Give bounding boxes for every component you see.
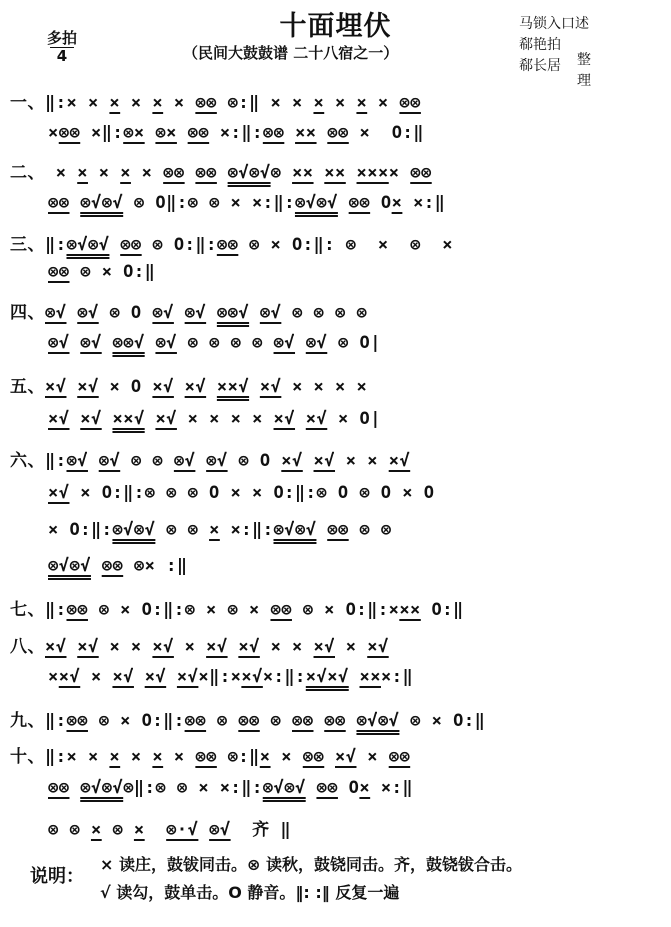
beat-group: ⊗:‖ [216, 747, 260, 767]
beat-group: × [120, 93, 153, 113]
beat-group: ⊗⊗ [101, 556, 124, 576]
beat-group: ⊗ [206, 711, 239, 731]
beat-group: ⊗√ [48, 333, 70, 353]
beat-group: × [356, 747, 389, 767]
beat-group: ⊗‖:⊗ ⊗ × ×:‖: [123, 778, 263, 798]
beat-group: ⊗√ [77, 303, 99, 323]
beat-group [102, 409, 113, 429]
beat-group: ⊗√⊗√ [48, 556, 91, 576]
legend-line-1: × 读庄，鼓钹同击。⊗ 读秋，鼓铙同击。齐，鼓铙钹合击。 [100, 855, 522, 874]
beat-group: × [120, 747, 153, 767]
beat-group: ⊗⊗ [195, 93, 217, 113]
beat-group: ⊗⊗ [66, 711, 88, 731]
beat-group: ⊗√ [66, 451, 88, 471]
score-line [48, 333, 381, 353]
beat-group: ⊗ O‖:⊗ ⊗ × ×:‖: [123, 193, 295, 213]
beat-group [338, 193, 349, 213]
beat-group: ×:‖: [209, 123, 263, 143]
section-number: 八、 [10, 637, 45, 657]
beat-group: ⊗ [259, 711, 292, 731]
beat-group: ⊗√⊗√ [294, 193, 338, 213]
beat-group [349, 667, 360, 687]
beat-group: × [152, 93, 164, 113]
beat-group: ⊗ [101, 820, 134, 840]
score-line [10, 230, 453, 255]
beat-group [314, 163, 325, 183]
beat-group [91, 556, 102, 576]
beat-group: ⊗√ [45, 303, 67, 323]
beat-group: × [209, 520, 220, 540]
beat-group: ×√ [388, 451, 411, 471]
beat-group: × O| [327, 409, 381, 429]
beat-group: × [359, 778, 371, 798]
beat-group: ⊗ ⊗ ⊗ ⊗ [281, 303, 368, 323]
beat-group: × [120, 163, 131, 183]
beat-group [66, 377, 77, 397]
beat-group [88, 451, 99, 471]
beat-group: ⊗√⊗√ [227, 163, 271, 183]
legend-line-2: √ 读勾，鼓单击。O 静音。‖: :‖ 反复一遍 [100, 883, 400, 902]
beat-group: × [130, 163, 164, 183]
beat-group: × [133, 820, 145, 840]
beat-group: × × × × [176, 409, 274, 429]
beat-group: ×× [292, 163, 314, 183]
beat-group: ×√ [206, 637, 228, 657]
beat-group: × [109, 93, 121, 113]
beat-group: ×√ [77, 637, 99, 657]
beat-group: ⊗⊗ [348, 193, 371, 213]
meter-label: 多拍 [46, 29, 77, 47]
beat-group: ××× [356, 163, 389, 183]
beat-group: × [80, 667, 113, 687]
beat-group [228, 637, 239, 657]
beat-group: ⊗√⊗√ [262, 778, 306, 798]
beat-group: ⊗√ [273, 333, 296, 353]
section-number: 三、 [10, 235, 45, 255]
beat-group: ⊗⊗ [316, 778, 338, 798]
beat-group: ×√ [184, 377, 207, 397]
beat-group: ‖:× × [45, 747, 110, 767]
score-line [48, 520, 392, 540]
beat-group: ⊗√⊗√ [80, 778, 124, 798]
beat-group [69, 778, 80, 798]
beat-group: ‖: [45, 600, 67, 620]
beat-group: ×:‖: [262, 667, 306, 687]
beat-group: ⊗⊗ [262, 123, 285, 143]
beat-group [109, 235, 120, 255]
beat-group: × [391, 193, 403, 213]
score-line [48, 483, 434, 503]
beat-group: ⊗√ [209, 820, 231, 840]
legend-label: 说明： [30, 866, 84, 887]
beat-group: ⊗ × O:‖:⊗ × ⊗ × [87, 600, 271, 620]
beat-group: ⊗⊗ [238, 711, 260, 731]
beat-group: ×√ [77, 377, 99, 397]
section-number: 九、 [10, 711, 45, 731]
beat-group: ⊗ O| [327, 333, 381, 353]
beat-group: ⊗ ⊗ [48, 820, 91, 840]
beat-group [174, 377, 185, 397]
beat-group: ‖: [45, 451, 67, 471]
score-line [10, 88, 421, 113]
section-number: 十、 [10, 747, 45, 767]
beat-group: ⊗⊗ [324, 711, 346, 731]
beat-group: × [87, 163, 121, 183]
beat-group: ⊗√ [305, 333, 328, 353]
beat-group: × [45, 163, 78, 183]
beat-group [249, 377, 260, 397]
credit-line-1: 马锁入口述 [519, 16, 589, 32]
beat-group: ⊗⊗ [58, 123, 81, 143]
beat-group: ⊗⊗ [399, 93, 421, 113]
beat-group: ⊗⊗ [48, 193, 70, 213]
beat-group: ⊗√ [184, 303, 207, 323]
beat-group [249, 303, 260, 323]
beat-group: O:‖ [420, 600, 464, 620]
score-line [48, 815, 291, 840]
beat-group: × [77, 163, 88, 183]
beat-group: 齐 ‖ [230, 820, 292, 840]
beat-group [69, 193, 80, 213]
score-line [10, 372, 367, 397]
beat-group: ⊗⊗ [163, 163, 185, 183]
beat-group [206, 377, 217, 397]
beat-group: ⊗× [123, 123, 145, 143]
beat-group [346, 163, 357, 183]
beat-group: ×× [324, 163, 346, 183]
beat-group: × [259, 747, 271, 767]
beat-group [66, 303, 77, 323]
beat-group: ×‖: [80, 123, 124, 143]
section-number: 四、 [10, 303, 45, 323]
beat-group: ×√ [238, 637, 260, 657]
beat-group: ⊗√⊗√ [356, 711, 400, 731]
beat-group: ⊗·√ [166, 820, 199, 840]
beat-group: ×√ [152, 637, 174, 657]
section-number: 一、 [10, 93, 45, 113]
beat-group [303, 451, 314, 471]
beat-group: ⊗ × O:‖ [399, 711, 486, 731]
beat-group: × [152, 747, 164, 767]
beat-group: ⊗⊗ [184, 711, 207, 731]
beat-group: ⊗√ [206, 451, 228, 471]
beat-group [69, 333, 80, 353]
beat-group: × [109, 747, 121, 767]
beat-group [174, 303, 185, 323]
page-title: 十面埋伏 [279, 11, 392, 42]
beat-group: ⊗⊗ [302, 747, 325, 767]
beat-group: × [335, 637, 368, 657]
beat-group [346, 711, 357, 731]
beat-group [102, 333, 113, 353]
beat-group: ⊗⊗ [187, 123, 210, 143]
beat-group [145, 333, 156, 353]
beat-group: ×:‖ [370, 778, 414, 798]
beat-group: ⊗ × O:‖ [69, 262, 156, 282]
beat-group: ×√×√ [305, 667, 349, 687]
beat-group: ⊗⊗√ [112, 333, 145, 353]
beat-group: ‖: [45, 235, 67, 255]
beat-group: × [367, 93, 400, 113]
beat-group: × × [98, 637, 153, 657]
beat-group: ⊗⊗ [270, 600, 292, 620]
beat-group: × [356, 93, 368, 113]
beat-group: × [324, 93, 357, 113]
beat-group: ×√ [48, 483, 70, 503]
section-number: 六、 [10, 451, 45, 471]
beat-group: × [163, 747, 196, 767]
beat-group [145, 123, 156, 143]
beat-group [306, 778, 317, 798]
beat-group: × × × × [281, 377, 368, 397]
beat-group: ×√ [112, 667, 134, 687]
meter [42, 30, 82, 65]
beat-group [198, 820, 209, 840]
score-line [48, 556, 188, 576]
beat-group: × [388, 163, 411, 183]
beat-group: ⊗ O:‖: [141, 235, 217, 255]
beat-group [206, 303, 217, 323]
beat-group: ⊗⊗ [216, 235, 239, 255]
beat-group [69, 409, 80, 429]
beat-group: × [270, 747, 303, 767]
beat-group: ⊗√ [98, 451, 121, 471]
score-line [10, 446, 410, 471]
beat-group: ⊗ ⊗ [348, 520, 392, 540]
score-line [10, 298, 367, 323]
beat-group: ⊗√ [259, 303, 282, 323]
beat-group: ××√ [216, 377, 250, 397]
score-line [10, 595, 464, 620]
beat-group: ⊗⊗ [48, 778, 70, 798]
beat-group [195, 451, 206, 471]
beat-group: ⊗⊗ [195, 163, 217, 183]
beat-group: × [173, 637, 207, 657]
beat-group [313, 711, 324, 731]
beat-group [177, 123, 188, 143]
beat-group: ⊗× :‖ [123, 556, 188, 576]
beat-group: ×√ [259, 377, 282, 397]
score-line [10, 742, 410, 767]
score-line [48, 778, 413, 798]
beat-group: ×:‖ [380, 667, 414, 687]
beat-group: ×√ [335, 747, 357, 767]
beat-group [316, 520, 327, 540]
beat-group: ×√ [176, 667, 199, 687]
beat-group [134, 667, 145, 687]
beat-group: ×√ [144, 667, 167, 687]
beat-group: ‖: [45, 711, 67, 731]
subtitle: （民间大鼓鼓谱 二十八宿之一） [183, 44, 399, 62]
beat-group: ×√ [80, 409, 102, 429]
beat-group: ⊗⊗ [120, 235, 142, 255]
beat-group [217, 163, 228, 183]
beat-group: ×√ [313, 637, 335, 657]
beat-group: × O:‖: [48, 520, 113, 540]
beat-group: ×√ [281, 451, 303, 471]
beat-group: × O:‖ [348, 123, 424, 143]
beat-group [145, 820, 166, 840]
beat-group: × [163, 93, 196, 113]
beat-group: × [48, 667, 59, 687]
beat-group: × × [335, 451, 389, 471]
beat-group: × [48, 123, 59, 143]
score-line [48, 262, 155, 282]
beat-group: ×√ [273, 409, 296, 429]
beat-group: ××√ [112, 409, 145, 429]
beat-group: ‖:× × [45, 93, 110, 113]
beat-group: ⊗ × O:‖: ⊗ × ⊗ × [238, 235, 454, 255]
beat-group [166, 667, 177, 687]
credits [519, 14, 591, 89]
beat-group: × × [259, 637, 314, 657]
beat-group [317, 123, 328, 143]
beat-group: ⊗ ⊗ ⊗ ⊗ [176, 333, 274, 353]
beat-group [324, 747, 335, 767]
beat-group: O [337, 778, 360, 798]
beat-group: ⊗ O [98, 303, 153, 323]
credit-line-3: 郗长居 [519, 58, 561, 74]
beat-group: ⊗⊗ [292, 711, 314, 731]
beat-group: ⊗√⊗√ [80, 193, 124, 213]
section-number: 五、 [10, 377, 45, 397]
score-line [10, 632, 389, 657]
beat-group: ⊗√ [173, 451, 196, 471]
meter-denominator: 4 [56, 47, 68, 65]
beat-group [185, 163, 196, 183]
beat-group: ×√ [58, 667, 81, 687]
beat-group: ⊗⊗√ [216, 303, 250, 323]
beat-group [295, 409, 306, 429]
beat-group: ⊗⊗ [327, 123, 349, 143]
beat-group: ×√ [152, 377, 174, 397]
section-number: 二、 [10, 163, 45, 183]
beat-group: ⊗× [155, 123, 177, 143]
beat-group: ⊗√ [80, 333, 102, 353]
beat-group: × O [98, 377, 153, 397]
credit-line-2: 郗艳拍 [519, 37, 561, 53]
beat-group: ⊗√⊗√ [273, 520, 317, 540]
score-line [48, 667, 413, 687]
beat-group: ⊗√ [152, 303, 174, 323]
score-line [48, 193, 445, 213]
beat-group: ⊗ ⊗ [120, 451, 174, 471]
beat-group: ×√ [155, 409, 177, 429]
score-line [48, 123, 424, 143]
beat-group: ⊗ × O:‖: [87, 711, 185, 731]
beat-group [66, 637, 77, 657]
beat-group: ×:‖ [402, 193, 446, 213]
beat-group: ×× [295, 123, 317, 143]
beat-group: ⊗√⊗√ [112, 520, 156, 540]
beat-group: O [370, 193, 392, 213]
score-line [48, 409, 381, 429]
beat-group: ⊗⊗ [48, 262, 70, 282]
beat-group: ⊗√⊗√ [66, 235, 110, 255]
credit-note: 整理 [577, 52, 591, 89]
beat-group: ⊗:‖ × × [216, 93, 314, 113]
beat-group: ×× [359, 667, 381, 687]
section-number: 七、 [10, 600, 45, 620]
beat-group: ⊗⊗ [195, 747, 217, 767]
beat-group [145, 409, 156, 429]
beat-group: × [313, 93, 325, 113]
beat-group: ×√ [45, 377, 67, 397]
beat-group: ×√ [45, 637, 67, 657]
beat-group: ⊗⊗ [388, 747, 411, 767]
beat-group: ×√ [241, 667, 263, 687]
beat-group: × [90, 820, 102, 840]
beat-group: ×√ [305, 409, 328, 429]
beat-group: ×× [399, 600, 421, 620]
beat-group: ×√ [367, 637, 389, 657]
beat-group: ⊗ [270, 163, 293, 183]
beat-group [295, 333, 306, 353]
beat-group: ⊗ ⊗ [155, 520, 210, 540]
beat-group: ×√ [48, 409, 70, 429]
beat-group: ×‖:× [198, 667, 242, 687]
beat-group: ⊗ × O:‖:× [291, 600, 400, 620]
beat-group: ⊗ O [227, 451, 282, 471]
beat-group: ⊗⊗ [410, 163, 432, 183]
beat-group: ⊗√ [155, 333, 177, 353]
beat-group: ×√ [313, 451, 336, 471]
beat-group: ⊗⊗ [327, 520, 349, 540]
beat-group: ⊗⊗ [66, 600, 88, 620]
beat-group: ×:‖: [219, 520, 274, 540]
score-line [10, 706, 485, 731]
beat-group [284, 123, 295, 143]
score-line [10, 158, 432, 183]
beat-group: × O:‖:⊗ ⊗ ⊗ O × × O:‖:⊗ O ⊗ O × O [69, 483, 435, 503]
